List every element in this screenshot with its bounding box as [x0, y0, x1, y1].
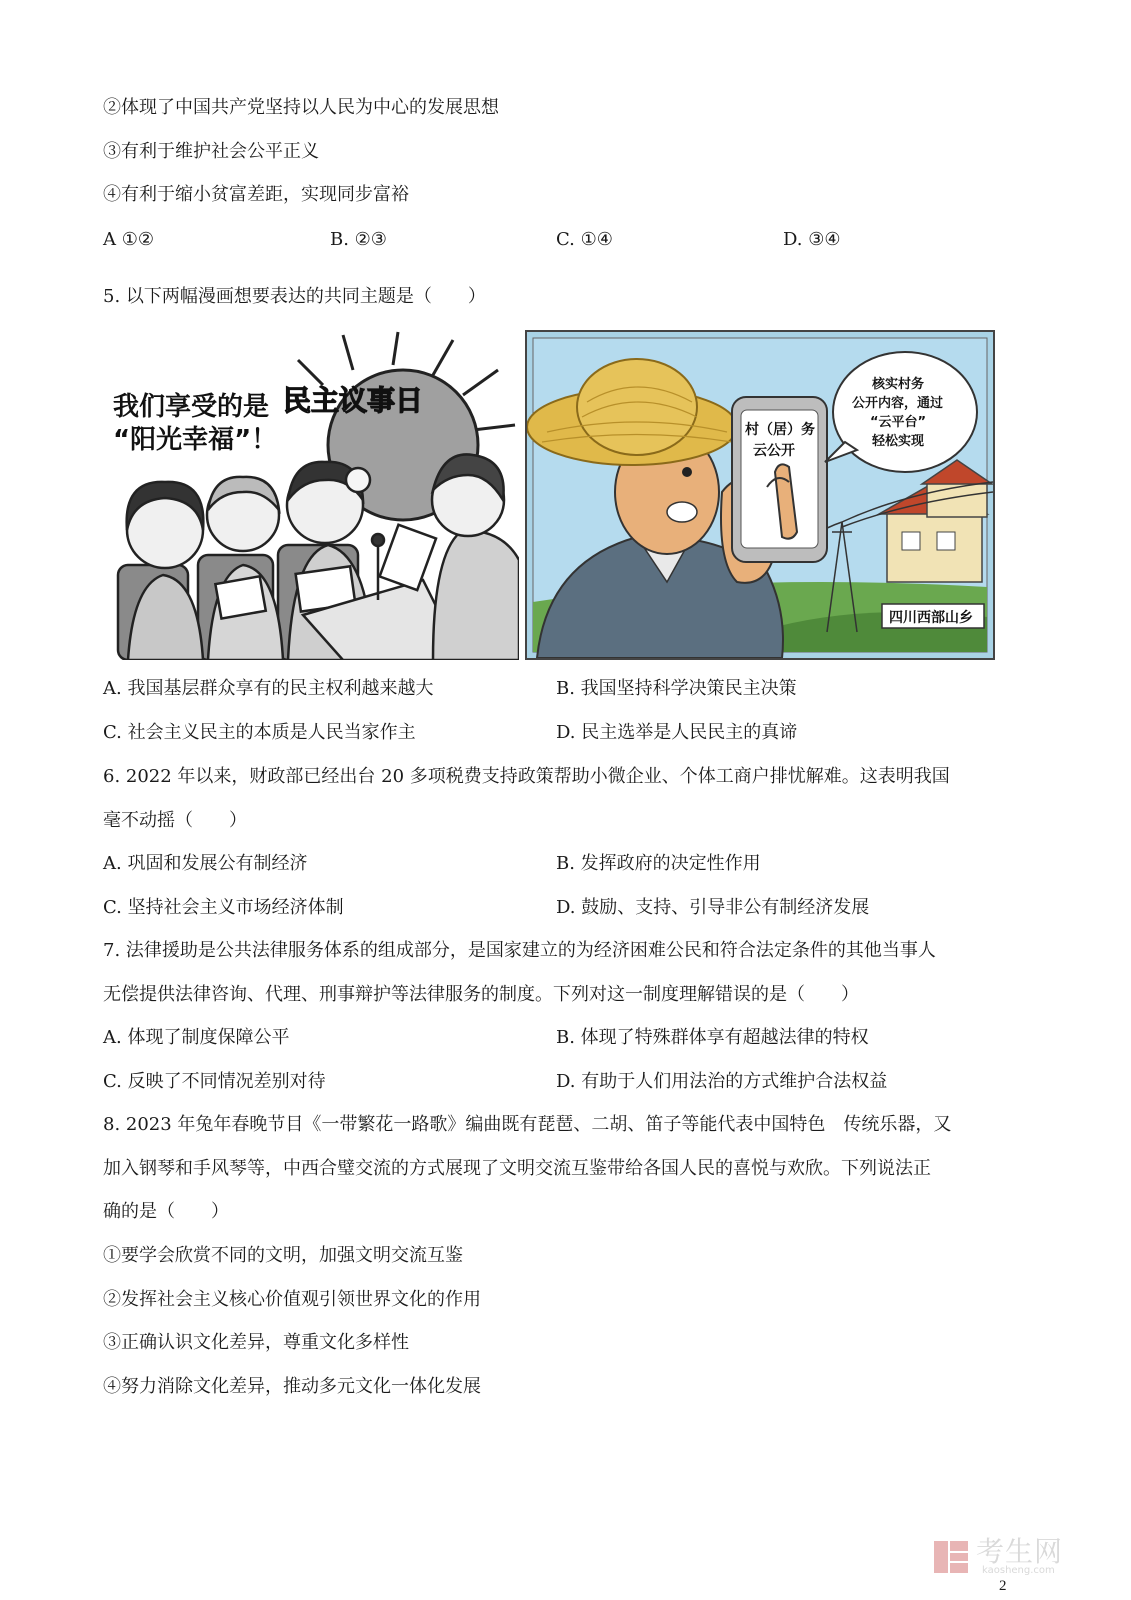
- q8-stem-line2: 加入钢琴和手风琴等，中西合璧交流的方式展现了文明交流互鉴带给各国人民的喜悦与欢欣。下列说法正: [103, 1158, 931, 1179]
- q6-stem-line1: 6. 2022 年以来，财政部已经出台 20 多项税费支持政策帮助小微企业、个体工商户排忧解难。这表明我国: [103, 766, 950, 787]
- q8-stem-line1: 8. 2023 年兔年春晚节目《一带繁花一路歌》编曲既有琵琶、二胡、笛子等能代表中国特色 传统乐器，又: [103, 1114, 952, 1135]
- q7-stem-line2: 无偿提供法律咨询、代理、刑事辩护等法律服务的制度。下列对这一制度理解错误的是（ ）: [103, 984, 859, 1005]
- q7-option-b: B. 体现了特殊群体享有超越法律的特权: [556, 1027, 869, 1048]
- comic-left-illustration: [103, 330, 519, 660]
- q6-option-d: D. 鼓励、支持、引导非公有制经济发展: [556, 897, 870, 918]
- q4-item-4: ④有利于缩小贫富差距，实现同步富裕: [103, 184, 409, 205]
- page-number: 2: [999, 1578, 1007, 1594]
- q7-option-c: C. 反映了不同情况差别对待: [103, 1071, 326, 1092]
- comic-caption: 四川西部山乡: [889, 610, 973, 626]
- q7-stem-line1: 7. 法律援助是公共法律服务体系的组成部分，是国家建立的为经济困难公民和符合法定条件的其他当事人: [103, 940, 936, 961]
- watermark-url: kaosheng.com: [982, 1565, 1055, 1576]
- q6-stem-line2: 毫不动摇（ ）: [103, 810, 247, 831]
- comic-left-speech-line2: “阳光幸福”！: [113, 425, 278, 455]
- q4-option-d: D. ③④: [783, 229, 841, 250]
- q8-item-2: ②发挥社会主义核心价值观引领世界文化的作用: [103, 1289, 481, 1310]
- q6-option-a: A. 巩固和发展公有制经济: [103, 853, 308, 874]
- kaosheng-logo-icon: [932, 1537, 972, 1577]
- q5-option-b: B. 我国坚持科学决策民主决策: [556, 678, 797, 699]
- q4-item-2: ②体现了中国共产党坚持以人民为中心的发展思想: [103, 97, 499, 118]
- q7-option-d: D. 有助于人们用法治的方式维护合法权益: [556, 1071, 888, 1092]
- q8-item-1: ①要学会欣赏不同的文明，加强文明交流互鉴: [103, 1245, 463, 1266]
- q4-option-a: A ①②: [103, 229, 154, 250]
- q4-item-3: ③有利于维护社会公平正义: [103, 141, 319, 162]
- q7-option-a: A. 体现了制度保障公平: [103, 1027, 290, 1048]
- q6-option-c: C. 坚持社会主义市场经济体制: [103, 897, 344, 918]
- watermark: [932, 1537, 1092, 1577]
- q4-option-c: C. ①④: [556, 229, 613, 250]
- q5-option-d: D. 民主选举是人民民主的真谛: [556, 722, 798, 743]
- speech-bubble-icon: [833, 352, 977, 472]
- q8-item-3: ③正确认识文化差异，尊重文化多样性: [103, 1332, 409, 1353]
- q5-option-c: C. 社会主义民主的本质是人民当家作主: [103, 722, 416, 743]
- q5-option-a: A. 我国基层群众享有的民主权利越来越大: [103, 678, 434, 699]
- comic-right: [525, 330, 995, 660]
- bubble-line3: “云平台”: [870, 415, 927, 430]
- q8-stem-line3: 确的是（ ）: [103, 1201, 229, 1222]
- comic-right-illustration: [527, 332, 993, 658]
- q4-option-b: B. ②③: [330, 229, 387, 250]
- people-icon: [118, 454, 519, 660]
- comic-left: [103, 330, 519, 660]
- phone-text-line2: 云公开: [753, 443, 795, 459]
- bubble-line4: 轻松实现: [872, 434, 925, 449]
- q5-stem: 5. 以下两幅漫画想要表达的共同主题是（ ）: [103, 286, 486, 307]
- bubble-line1: 核实村务: [872, 377, 925, 392]
- bubble-line2: 公开内容，通过: [852, 396, 944, 411]
- comic-left-sun-text: 民主议事日: [283, 384, 424, 417]
- comic-left-speech-line1: 我们享受的是: [113, 392, 270, 422]
- phone-text-line1: 村（居）务: [745, 422, 815, 438]
- q6-option-b: B. 发挥政府的决定性作用: [556, 853, 761, 874]
- q8-item-4: ④努力消除文化差异，推动多元文化一体化发展: [103, 1376, 481, 1397]
- watermark-text: 考生网: [976, 1535, 1064, 1568]
